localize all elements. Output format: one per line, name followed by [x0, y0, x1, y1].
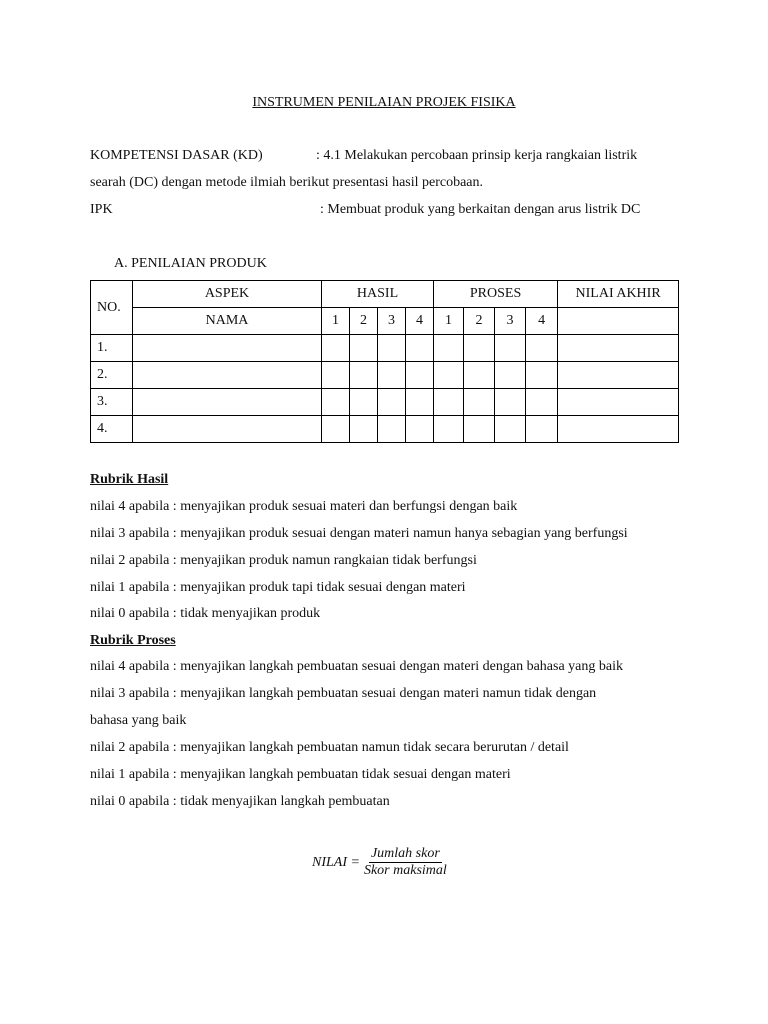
- score-formula: [312, 846, 449, 879]
- section-a-heading: A. PENILAIAN PRODUK: [114, 256, 267, 271]
- rubrik-proses-heading: Rubrik Proses: [90, 633, 176, 648]
- rubrik-proses-item: nilai 2 apabila : menyajikan langkah pembuatan namun tidak secara berurutan / detail: [90, 740, 569, 755]
- score-cell[interactable]: [526, 335, 558, 362]
- document-title: INSTRUMEN PENILAIAN PROJEK FISIKA: [252, 95, 516, 110]
- row-number: 3.: [91, 389, 133, 416]
- header-proses: PROSES: [434, 281, 558, 308]
- name-cell[interactable]: [133, 416, 322, 443]
- formula-fraction: [362, 846, 449, 879]
- rubrik-proses-item: nilai 1 apabila : menyajikan langkah pembuatan tidak sesuai dengan materi: [90, 767, 511, 782]
- formula-lhs: NILAI =: [312, 854, 360, 870]
- score-cell[interactable]: [350, 335, 378, 362]
- score-cell[interactable]: [406, 362, 434, 389]
- score-cell[interactable]: [322, 335, 350, 362]
- proses-score-4: 4: [526, 308, 558, 335]
- score-cell[interactable]: [378, 389, 406, 416]
- rubrik-hasil-heading: Rubrik Hasil: [90, 472, 169, 487]
- score-cell[interactable]: [378, 416, 406, 443]
- proses-score-2: 2: [464, 308, 495, 335]
- score-cell[interactable]: [464, 362, 495, 389]
- table-row: [91, 335, 679, 362]
- final-score-cell[interactable]: [558, 416, 679, 443]
- header-nilai-akhir: NILAI AKHIR: [558, 281, 679, 308]
- score-cell[interactable]: [464, 416, 495, 443]
- score-cell[interactable]: [526, 416, 558, 443]
- assessment-table: [90, 280, 679, 443]
- score-cell[interactable]: [434, 335, 464, 362]
- score-cell[interactable]: [434, 362, 464, 389]
- final-score-cell[interactable]: [558, 335, 679, 362]
- rubrik-hasil-item: nilai 2 apabila : menyajikan produk namun rangkaian tidak berfungsi: [90, 553, 477, 568]
- ipk-value: : Membuat produk yang berkaitan dengan arus listrik DC: [320, 202, 641, 217]
- name-cell[interactable]: [133, 362, 322, 389]
- table-row: [91, 416, 679, 443]
- score-cell[interactable]: [378, 335, 406, 362]
- header-nama: NAMA: [133, 308, 322, 335]
- kd-line1: : 4.1 Melakukan percobaan prinsip kerja rangkaian listrik: [316, 148, 638, 163]
- rubrik-proses-item: bahasa yang baik: [90, 713, 187, 728]
- score-cell[interactable]: [406, 416, 434, 443]
- formula-denominator: Skor maksimal: [363, 863, 447, 878]
- final-score-cell[interactable]: [558, 389, 679, 416]
- hasil-score-4: 4: [406, 308, 434, 335]
- score-cell[interactable]: [495, 335, 526, 362]
- table-row: [91, 389, 679, 416]
- row-number: 2.: [91, 362, 133, 389]
- nilai-akhir-subheader: [558, 308, 679, 335]
- score-cell[interactable]: [434, 416, 464, 443]
- proses-score-3: 3: [495, 308, 526, 335]
- kd-label: KOMPETENSI DASAR (KD): [90, 148, 263, 163]
- score-cell[interactable]: [350, 389, 378, 416]
- rubrik-proses-item: nilai 0 apabila : tidak menyajikan langkah pembuatan: [90, 794, 390, 809]
- rubrik-hasil-item: nilai 0 apabila : tidak menyajikan produk: [90, 606, 321, 621]
- score-cell[interactable]: [406, 389, 434, 416]
- table-row: [91, 362, 679, 389]
- row-number: 4.: [91, 416, 133, 443]
- proses-score-1: 1: [434, 308, 464, 335]
- rubrik-hasil-item: nilai 4 apabila : menyajikan produk sesuai materi dan berfungsi dengan baik: [90, 499, 518, 514]
- score-cell[interactable]: [464, 389, 495, 416]
- kd-line2: searah (DC) dengan metode ilmiah berikut presentasi hasil percobaan.: [90, 175, 484, 190]
- score-cell[interactable]: [495, 416, 526, 443]
- ipk-label: IPK: [90, 202, 113, 217]
- formula-numerator: Jumlah skor: [370, 846, 440, 861]
- header-no: NO.: [91, 281, 133, 335]
- rubrik-hasil-item: nilai 3 apabila : menyajikan produk sesuai dengan materi namun hanya sebagian yang berfungsi: [90, 526, 628, 541]
- rubrik-proses-item: nilai 3 apabila : menyajikan langkah pembuatan sesuai dengan materi namun tidak dengan: [90, 686, 597, 701]
- header-hasil: HASIL: [322, 281, 434, 308]
- header-aspek: ASPEK: [133, 281, 322, 308]
- score-cell[interactable]: [464, 335, 495, 362]
- score-cell[interactable]: [350, 416, 378, 443]
- final-score-cell[interactable]: [558, 362, 679, 389]
- rubrik-hasil-item: nilai 1 apabila : menyajikan produk tapi tidak sesuai dengan materi: [90, 580, 466, 595]
- name-cell[interactable]: [133, 335, 322, 362]
- score-cell[interactable]: [322, 416, 350, 443]
- score-cell[interactable]: [322, 389, 350, 416]
- score-cell[interactable]: [322, 362, 350, 389]
- score-cell[interactable]: [350, 362, 378, 389]
- name-cell[interactable]: [133, 389, 322, 416]
- score-cell[interactable]: [378, 362, 406, 389]
- score-cell[interactable]: [526, 362, 558, 389]
- score-cell[interactable]: [526, 389, 558, 416]
- hasil-score-2: 2: [350, 308, 378, 335]
- score-cell[interactable]: [434, 389, 464, 416]
- hasil-score-3: 3: [378, 308, 406, 335]
- score-cell[interactable]: [406, 335, 434, 362]
- hasil-score-1: 1: [322, 308, 350, 335]
- score-cell[interactable]: [495, 389, 526, 416]
- score-cell[interactable]: [495, 362, 526, 389]
- rubrik-proses-item: nilai 4 apabila : menyajikan langkah pembuatan sesuai dengan materi dengan bahasa yang baik: [90, 659, 623, 674]
- row-number: 1.: [91, 335, 133, 362]
